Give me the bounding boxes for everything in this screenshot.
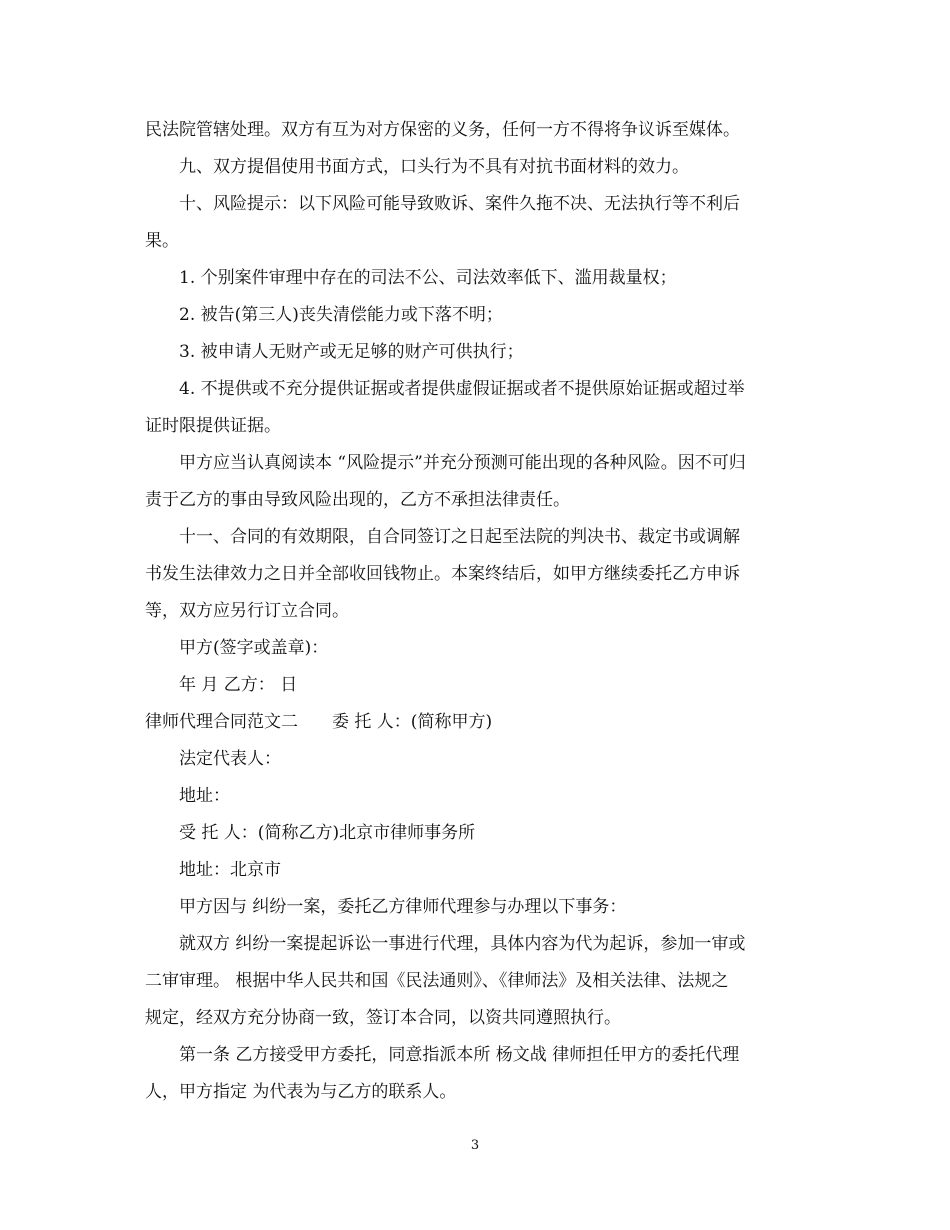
text-line: 规定，经双方充分协商一致，签订本合同，以资共同遵照执行。 bbox=[145, 1008, 621, 1028]
text-line: 法定代表人： bbox=[179, 749, 281, 769]
text-line: 证时限提供证据。 bbox=[145, 416, 281, 436]
text-line: 十、风险提示：以下风险可能导致败诉、案件久拖不决、无法执行等不利后 bbox=[179, 194, 740, 214]
text-line: 就双方 纠纷一案提起诉讼一事进行代理，具体内容为代为起诉，参加一审或 bbox=[179, 934, 746, 954]
text-line: 书发生法律效力之日并全部收回钱物止。本案终结后，如甲方继续委托乙方申诉 bbox=[145, 564, 740, 584]
text-line: 果。 bbox=[145, 231, 179, 251]
text-line: 甲方(签字或盖章)： bbox=[179, 638, 329, 658]
text-line: 责于乙方的事由导致风险出现的，乙方不承担法律责任。 bbox=[145, 490, 570, 510]
text-line: 1. 个别案件审理中存在的司法不公、司法效率低下、滥用裁量权； bbox=[179, 268, 677, 288]
text-line: 2. 被告(第三人)丧失清偿能力或下落不明； bbox=[179, 305, 503, 325]
text-line: 人，甲方指定 为代表为与乙方的联系人。 bbox=[145, 1082, 457, 1102]
text-line: 甲方应当认真阅读本 “风险提示”并充分预测可能出现的各种风险。因不可归 bbox=[179, 453, 746, 473]
text-line: 3. 被申请人无财产或无足够的财产可供执行； bbox=[179, 342, 524, 362]
text-line: 律师代理合同范文二 委 托 人：(简称甲方) bbox=[145, 712, 493, 732]
text-line: 九、双方提倡使用书面方式，口头行为不具有对抗书面材料的效力。 bbox=[179, 157, 689, 177]
text-line: 受 托 人：(简称乙方)北京市律师事务所 bbox=[179, 823, 476, 843]
text-line: 二审审理。 根据中华人民共和国《民法通则》、《律师法》及相关法律、法规之 bbox=[145, 971, 729, 991]
text-line: 第一条 乙方接受甲方委托，同意指派本所 杨文战 律师担任甲方的委托代理 bbox=[179, 1045, 740, 1065]
text-line: 年 月 乙方： 日 bbox=[179, 675, 298, 695]
text-line: 等，双方应另行订立合同。 bbox=[145, 601, 349, 621]
text-line: 地址：北京市 bbox=[179, 860, 281, 880]
text-line: 甲方因与 纠纷一案，委托乙方律师代理参与办理以下事务： bbox=[179, 897, 627, 917]
text-line: 地址： bbox=[179, 786, 230, 806]
document-body bbox=[145, 112, 815, 1111]
text-line: 民法院管辖处理。双方有互为对方保密的义务，任何一方不得将争议诉至媒体。 bbox=[145, 120, 740, 140]
page-number: 3 bbox=[470, 1138, 480, 1153]
text-line: 十一、合同的有效期限，自合同签订之日起至法院的判决书、裁定书或调解 bbox=[179, 527, 740, 547]
text-line: 4. 不提供或不充分提供证据或者提供虚假证据或者不提供原始证据或超过举 bbox=[179, 379, 745, 399]
